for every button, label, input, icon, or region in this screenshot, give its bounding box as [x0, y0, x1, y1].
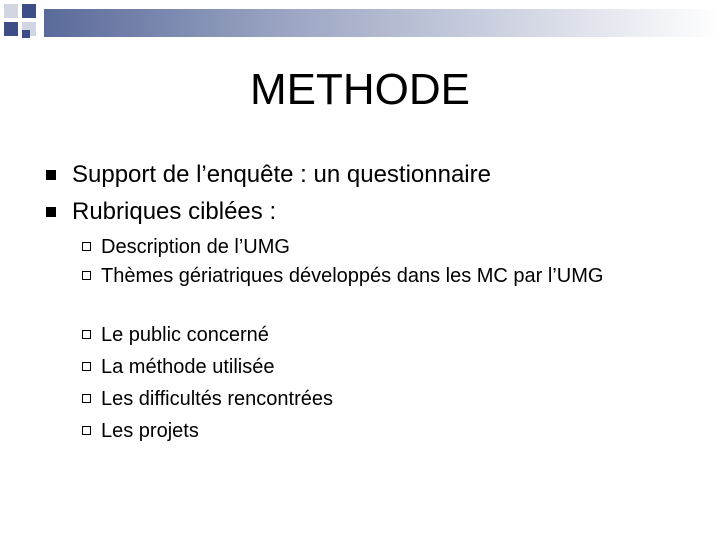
filled-square-icon — [46, 170, 56, 180]
decor-square-3 — [4, 22, 18, 36]
bullet-text: Support de l’enquête : un questionnaire — [72, 161, 491, 188]
sub-bullet-text: La méthode utilisée — [101, 356, 275, 378]
hollow-square-icon — [82, 271, 91, 280]
gradient-bar — [44, 9, 720, 37]
sub-bullet-item — [82, 417, 662, 445]
decor-square-1 — [4, 4, 18, 18]
filled-square-icon — [46, 207, 56, 217]
sub-bullet-text: Les projets — [101, 420, 199, 442]
hollow-square-icon — [82, 330, 91, 339]
hollow-square-icon — [82, 394, 91, 403]
hollow-square-icon — [82, 362, 91, 371]
header-decoration — [0, 0, 720, 44]
sub-bullet-text: Thèmes gériatriques développés dans les MC par l’UMG — [101, 265, 604, 287]
sub-bullet-item — [82, 353, 662, 381]
sub-bullet-item — [82, 321, 662, 349]
sub-bullet-item — [82, 233, 662, 261]
decor-square-5 — [22, 30, 30, 38]
bullet-text: Rubriques ciblées : — [72, 198, 277, 225]
sub-bullet-item — [82, 385, 662, 413]
sub-bullet-item — [82, 262, 662, 290]
slide-title: METHODE — [250, 65, 470, 114]
sub-bullet-text: Description de l’UMG — [101, 236, 290, 258]
sub-bullet-text: Le public concerné — [101, 324, 269, 346]
decor-square-2 — [22, 4, 36, 18]
sub-bullet-text: Les difficultés rencontrées — [101, 388, 333, 410]
hollow-square-icon — [82, 426, 91, 435]
hollow-square-icon — [82, 242, 91, 251]
